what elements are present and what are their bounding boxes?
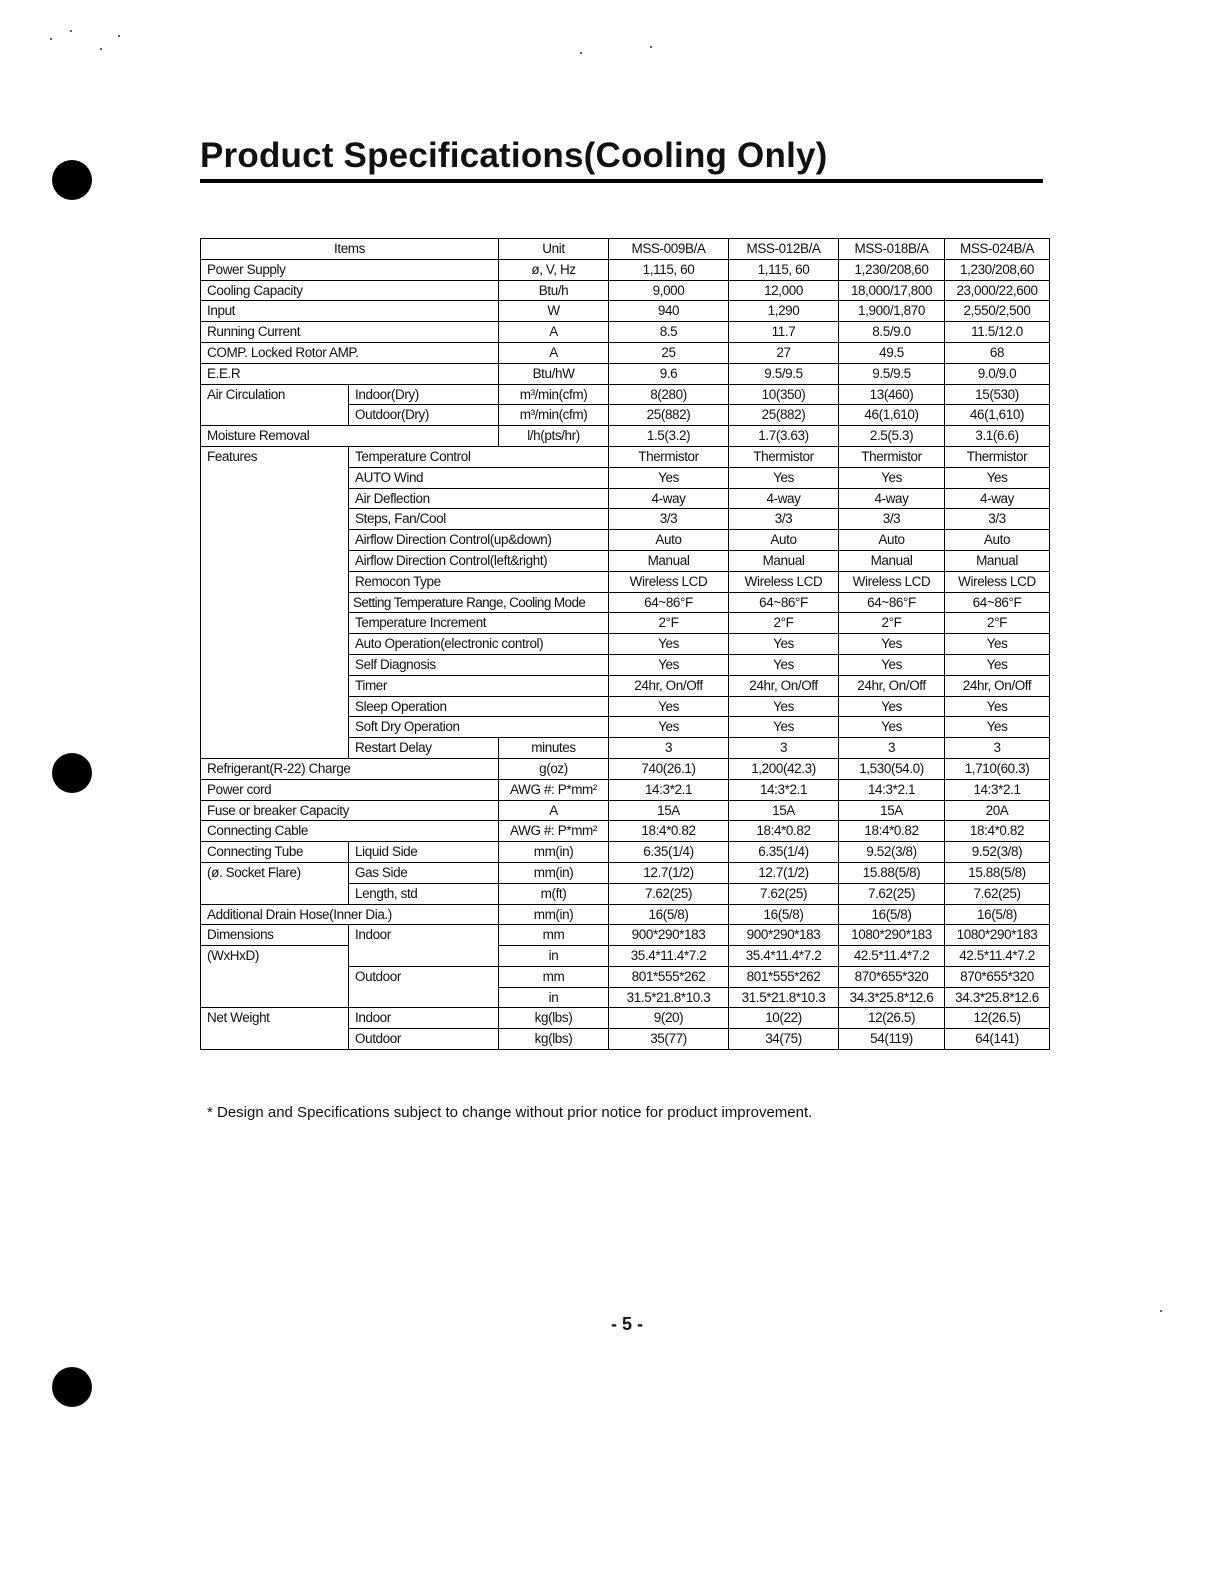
row-value: 34(75) <box>729 1029 839 1050</box>
row-value: 16(5/8) <box>609 904 729 925</box>
row-label: Gas Side <box>349 862 499 883</box>
row-value: 16(5/8) <box>729 904 839 925</box>
row-value: 740(26.1) <box>609 758 729 779</box>
row-value: 3.1(6.6) <box>945 426 1050 447</box>
row-unit: mm(in) <box>499 862 609 883</box>
row-label: Power Supply <box>201 259 499 280</box>
row-unit: mm <box>499 925 609 946</box>
row-value: 9.6 <box>609 363 729 384</box>
row-unit: l/h(pts/hr) <box>499 426 609 447</box>
row-value: 64~86°F <box>729 592 839 613</box>
row-value: 14:3*2.1 <box>945 779 1050 800</box>
table-row <box>201 821 1050 842</box>
row-label: Remocon Type <box>349 571 609 592</box>
row-value: 801*555*262 <box>609 966 729 987</box>
row-unit: kg(lbs) <box>499 1008 609 1029</box>
table-row <box>201 1008 1050 1029</box>
row-value: 15A <box>729 800 839 821</box>
row-value: 7.62(25) <box>945 883 1050 904</box>
row-value: 20A <box>945 800 1050 821</box>
row-label: Soft Dry Operation <box>349 717 609 738</box>
row-unit: W <box>499 301 609 322</box>
row-value: 42.5*11.4*7.2 <box>945 946 1050 967</box>
row-value: 3/3 <box>729 509 839 530</box>
row-value: Yes <box>609 634 729 655</box>
scan-speck <box>50 38 52 40</box>
row-value: 1,200(42.3) <box>729 758 839 779</box>
row-value: Thermistor <box>609 446 729 467</box>
row-value: 9.5/9.5 <box>839 363 945 384</box>
row-label: Power cord <box>201 779 499 800</box>
row-value: Manual <box>609 550 729 571</box>
table-header-row <box>201 239 1050 260</box>
row-value: 24hr, On/Off <box>945 675 1050 696</box>
row-value: 1,230/208,60 <box>945 259 1050 280</box>
row-unit: in <box>499 946 609 967</box>
scan-speck <box>70 30 72 32</box>
table-row <box>201 862 1050 883</box>
row-value: 7.62(25) <box>839 883 945 904</box>
row-unit: mm(in) <box>499 904 609 925</box>
row-value: 46(1,610) <box>839 405 945 426</box>
row-value: Yes <box>945 654 1050 675</box>
row-value: Yes <box>945 696 1050 717</box>
row-value: 2°F <box>609 613 729 634</box>
row-value: 7.62(25) <box>729 883 839 904</box>
row-value: 15A <box>839 800 945 821</box>
row-value: Manual <box>729 550 839 571</box>
row-value: 64~86°F <box>609 592 729 613</box>
row-value: Thermistor <box>839 446 945 467</box>
row-value: 4-way <box>945 488 1050 509</box>
row-value: 8.5/9.0 <box>839 322 945 343</box>
row-unit: m³/min(cfm) <box>499 384 609 405</box>
row-unit: ø, V, Hz <box>499 259 609 280</box>
row-value: 35.4*11.4*7.2 <box>609 946 729 967</box>
table-row <box>201 946 1050 967</box>
row-value: Yes <box>945 467 1050 488</box>
row-value: Yes <box>729 634 839 655</box>
row-group-label: Connecting Tube <box>201 842 349 863</box>
binder-hole <box>52 160 92 200</box>
row-value: 2°F <box>945 613 1050 634</box>
row-value: 34.3*25.8*12.6 <box>839 987 945 1008</box>
row-label: Running Current <box>201 322 499 343</box>
scan-speck <box>100 48 102 50</box>
row-value: 23,000/22,600 <box>945 280 1050 301</box>
table-row <box>201 301 1050 322</box>
row-value: 18:4*0.82 <box>729 821 839 842</box>
row-unit: in <box>499 987 609 1008</box>
row-value: 8(280) <box>609 384 729 405</box>
row-value: Thermistor <box>729 446 839 467</box>
row-value: Thermistor <box>945 446 1050 467</box>
row-value: 35(77) <box>609 1029 729 1050</box>
row-value: 34.3*25.8*12.6 <box>945 987 1050 1008</box>
row-group-label: Net Weight <box>201 1008 349 1050</box>
row-group-label: Air Circulation <box>201 384 349 426</box>
table-row <box>201 342 1050 363</box>
row-value: 42.5*11.4*7.2 <box>839 946 945 967</box>
row-value: 35.4*11.4*7.2 <box>729 946 839 967</box>
row-group-label: (ø. Socket Flare) <box>201 862 349 904</box>
row-label: Length, std <box>349 883 499 904</box>
row-unit: Btu/hW <box>499 363 609 384</box>
row-group-label: Dimensions <box>201 925 349 946</box>
page-title: Product Specifications(Cooling Only) <box>200 136 828 175</box>
row-value: Yes <box>839 654 945 675</box>
row-label: Restart Delay <box>349 738 499 759</box>
row-value: Auto <box>729 530 839 551</box>
header-model: MSS-012B/A <box>729 239 839 260</box>
row-value: 68 <box>945 342 1050 363</box>
table-row <box>201 384 1050 405</box>
header-model: MSS-018B/A <box>839 239 945 260</box>
row-value: 1,710(60.3) <box>945 758 1050 779</box>
header-model: MSS-024B/A <box>945 239 1050 260</box>
row-value: 3 <box>839 738 945 759</box>
row-value: Wireless LCD <box>839 571 945 592</box>
row-value: 2,550/2,500 <box>945 301 1050 322</box>
row-label: Connecting Cable <box>201 821 499 842</box>
row-value: 64~86°F <box>945 592 1050 613</box>
row-label: Indoor(Dry) <box>349 384 499 405</box>
row-value: 18:4*0.82 <box>609 821 729 842</box>
table-row <box>201 758 1050 779</box>
row-unit: g(oz) <box>499 758 609 779</box>
table-row <box>201 842 1050 863</box>
row-value: 64(141) <box>945 1029 1050 1050</box>
row-value: 10(350) <box>729 384 839 405</box>
row-value: Yes <box>729 717 839 738</box>
row-value: Yes <box>945 717 1050 738</box>
row-value: Yes <box>729 696 839 717</box>
row-label: Airflow Direction Control(up&down) <box>349 530 609 551</box>
row-value: 16(5/8) <box>945 904 1050 925</box>
row-label: Additional Drain Hose(Inner Dia.) <box>201 904 499 925</box>
row-value: 15A <box>609 800 729 821</box>
row-value: 1080*290*183 <box>945 925 1050 946</box>
row-label: Sleep Operation <box>349 696 609 717</box>
row-label: Timer <box>349 675 609 696</box>
row-unit: A <box>499 342 609 363</box>
row-unit: A <box>499 322 609 343</box>
row-value: 940 <box>609 301 729 322</box>
row-value: 11.5/12.0 <box>945 322 1050 343</box>
row-value: Yes <box>839 696 945 717</box>
row-label: Refrigerant(R-22) Charge <box>201 758 499 779</box>
row-label: Outdoor(Dry) <box>349 405 499 426</box>
table-row <box>201 280 1050 301</box>
row-value: 6.35(1/4) <box>609 842 729 863</box>
row-value: 8.5 <box>609 322 729 343</box>
row-label: Indoor <box>349 1008 499 1029</box>
row-value: 900*290*183 <box>609 925 729 946</box>
row-label: COMP. Locked Rotor AMP. <box>201 342 499 363</box>
row-value: 54(119) <box>839 1029 945 1050</box>
row-value: 3 <box>945 738 1050 759</box>
row-value: 64~86°F <box>839 592 945 613</box>
row-group-label: Features <box>201 446 349 758</box>
row-unit: mm(in) <box>499 842 609 863</box>
row-label: Airflow Direction Control(left&right) <box>349 550 609 571</box>
row-value: Wireless LCD <box>609 571 729 592</box>
row-value: 3/3 <box>945 509 1050 530</box>
row-label: Fuse or breaker Capacity <box>201 800 499 821</box>
row-value: 13(460) <box>839 384 945 405</box>
row-unit: AWG #: P*mm² <box>499 779 609 800</box>
row-label: Liquid Side <box>349 842 499 863</box>
row-value: Auto <box>839 530 945 551</box>
scan-speck <box>118 35 120 37</box>
row-value: Yes <box>839 634 945 655</box>
row-value: 4-way <box>609 488 729 509</box>
row-value: Wireless LCD <box>729 571 839 592</box>
table-row <box>201 925 1050 946</box>
row-value: 25(882) <box>609 405 729 426</box>
row-value: 24hr, On/Off <box>609 675 729 696</box>
table-row <box>201 779 1050 800</box>
row-value: Manual <box>839 550 945 571</box>
row-value: 9(20) <box>609 1008 729 1029</box>
title-underline <box>200 179 1043 183</box>
row-value: 1,900/1,870 <box>839 301 945 322</box>
row-value: 15.88(5/8) <box>839 862 945 883</box>
row-value: 14:3*2.1 <box>839 779 945 800</box>
binder-hole <box>52 1367 92 1407</box>
header-model: MSS-009B/A <box>609 239 729 260</box>
row-value: 1,230/208,60 <box>839 259 945 280</box>
row-value: Yes <box>609 696 729 717</box>
row-value: 801*555*262 <box>729 966 839 987</box>
row-value: 24hr, On/Off <box>839 675 945 696</box>
row-unit: kg(lbs) <box>499 1029 609 1050</box>
row-unit: minutes <box>499 738 609 759</box>
row-unit: Btu/h <box>499 280 609 301</box>
row-value: Manual <box>945 550 1050 571</box>
header-items: Items <box>201 239 499 260</box>
row-label: Auto Operation(electronic control) <box>349 634 609 655</box>
row-label: E.E.R <box>201 363 499 384</box>
row-value: 1.5(3.2) <box>609 426 729 447</box>
row-label: Temperature Control <box>349 446 609 467</box>
row-value: 2°F <box>839 613 945 634</box>
row-value: 1,115, 60 <box>609 259 729 280</box>
scan-speck <box>580 52 582 54</box>
row-value: 31.5*21.8*10.3 <box>609 987 729 1008</box>
row-value: Yes <box>609 467 729 488</box>
row-label: Moisture Removal <box>201 426 499 447</box>
row-value: 14:3*2.1 <box>609 779 729 800</box>
row-value: 12.7(1/2) <box>729 862 839 883</box>
row-value: Yes <box>839 467 945 488</box>
row-value: 46(1,610) <box>945 405 1050 426</box>
row-label: Indoor <box>349 925 499 967</box>
row-value: 12(26.5) <box>839 1008 945 1029</box>
row-value: 18:4*0.82 <box>945 821 1050 842</box>
scan-speck <box>1160 1310 1162 1312</box>
table-row <box>201 446 1050 467</box>
scan-speck <box>650 46 652 48</box>
row-group-label: (WxHxD) <box>201 946 349 1008</box>
row-value: 10(22) <box>729 1008 839 1029</box>
row-label: Input <box>201 301 499 322</box>
table-row <box>201 426 1050 447</box>
row-value: Yes <box>729 654 839 675</box>
row-value: 1,530(54.0) <box>839 758 945 779</box>
row-value: 24hr, On/Off <box>729 675 839 696</box>
row-value: 12(26.5) <box>945 1008 1050 1029</box>
row-value: 6.35(1/4) <box>729 842 839 863</box>
row-value: 1,290 <box>729 301 839 322</box>
row-value: 3/3 <box>609 509 729 530</box>
row-value: 25 <box>609 342 729 363</box>
binder-hole <box>52 753 92 793</box>
table-row <box>201 904 1050 925</box>
table-row <box>201 259 1050 280</box>
row-value: Yes <box>839 717 945 738</box>
row-value: 1080*290*183 <box>839 925 945 946</box>
row-label: Outdoor <box>349 966 499 1008</box>
row-label: Cooling Capacity <box>201 280 499 301</box>
row-value: 11.7 <box>729 322 839 343</box>
row-value: 4-way <box>729 488 839 509</box>
row-value: 3 <box>729 738 839 759</box>
row-value: Auto <box>609 530 729 551</box>
row-value: 9,000 <box>609 280 729 301</box>
row-value: 31.5*21.8*10.3 <box>729 987 839 1008</box>
row-value: 3/3 <box>839 509 945 530</box>
row-value: 9.5/9.5 <box>729 363 839 384</box>
page-number: - 5 - <box>610 1314 643 1334</box>
row-value: 9.0/9.0 <box>945 363 1050 384</box>
row-value: 12,000 <box>729 280 839 301</box>
row-value: Yes <box>609 717 729 738</box>
row-value: 18,000/17,800 <box>839 280 945 301</box>
footnote: * Design and Specifications subject to change without prior notice for product improvement. <box>207 1104 813 1121</box>
row-value: Yes <box>609 654 729 675</box>
row-value: 4-way <box>839 488 945 509</box>
row-value: Wireless LCD <box>945 571 1050 592</box>
row-label: Temperature Increment <box>349 613 609 634</box>
row-label: Setting Temperature Range, Cooling Mode <box>349 592 609 613</box>
row-value: 1,115, 60 <box>729 259 839 280</box>
row-value: 12.7(1/2) <box>609 862 729 883</box>
row-value: 25(882) <box>729 405 839 426</box>
table-row <box>201 363 1050 384</box>
table-row <box>201 322 1050 343</box>
row-value: Yes <box>729 467 839 488</box>
row-value: 18:4*0.82 <box>839 821 945 842</box>
row-value: 14:3*2.1 <box>729 779 839 800</box>
row-value: 2°F <box>729 613 839 634</box>
row-value: 9.52(3/8) <box>945 842 1050 863</box>
row-value: 3 <box>609 738 729 759</box>
row-value: 16(5/8) <box>839 904 945 925</box>
row-label: AUTO Wind <box>349 467 609 488</box>
row-value: 900*290*183 <box>729 925 839 946</box>
row-unit: m³/min(cfm) <box>499 405 609 426</box>
header-unit: Unit <box>499 239 609 260</box>
table-row <box>201 800 1050 821</box>
spec-table <box>200 238 1050 1050</box>
row-value: 15.88(5/8) <box>945 862 1050 883</box>
row-unit: AWG #: P*mm² <box>499 821 609 842</box>
row-value: 870*655*320 <box>839 966 945 987</box>
row-value: Auto <box>945 530 1050 551</box>
row-value: 1.7(3.63) <box>729 426 839 447</box>
row-value: 27 <box>729 342 839 363</box>
row-value: 15(530) <box>945 384 1050 405</box>
row-label: Steps, Fan/Cool <box>349 509 609 530</box>
row-value: 870*655*320 <box>945 966 1050 987</box>
row-value: Yes <box>945 634 1050 655</box>
row-value: 7.62(25) <box>609 883 729 904</box>
row-label: Outdoor <box>349 1029 499 1050</box>
row-unit: mm <box>499 966 609 987</box>
row-value: 2.5(5.3) <box>839 426 945 447</box>
row-label: Self Diagnosis <box>349 654 609 675</box>
row-value: 49.5 <box>839 342 945 363</box>
row-unit: m(ft) <box>499 883 609 904</box>
row-unit: A <box>499 800 609 821</box>
row-label: Air Deflection <box>349 488 609 509</box>
row-value: 9.52(3/8) <box>839 842 945 863</box>
